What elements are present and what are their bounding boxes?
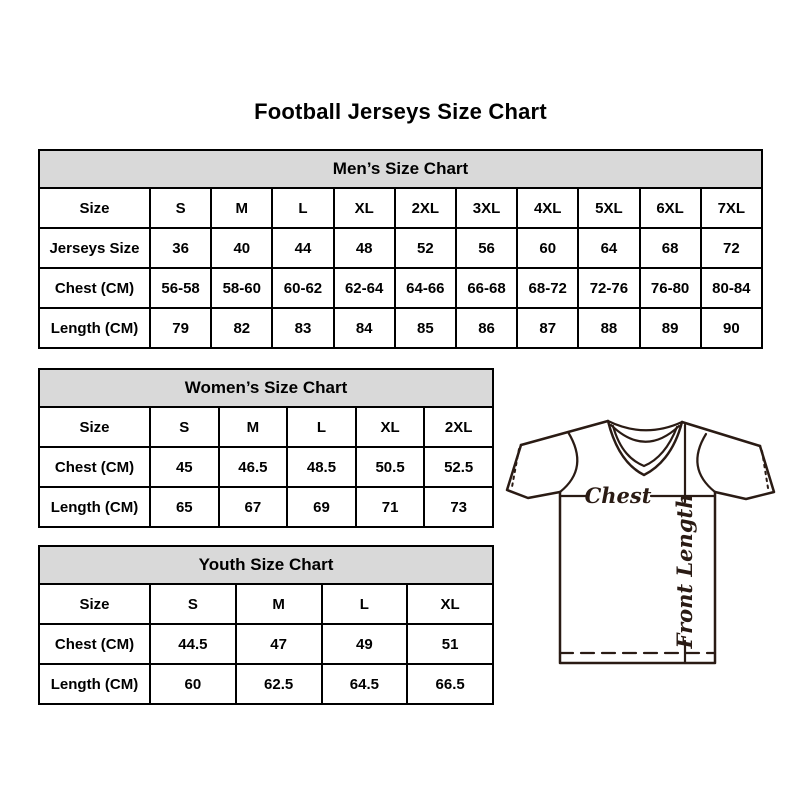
value-cell: M <box>219 407 288 447</box>
chest-label: Chest <box>584 483 652 508</box>
value-cell: 83 <box>272 308 333 348</box>
value-cell: 73 <box>424 487 493 527</box>
row-label-cell: Chest (CM) <box>39 268 150 308</box>
row-label-cell: Chest (CM) <box>39 624 150 664</box>
value-cell: 71 <box>356 487 425 527</box>
table-row <box>39 624 493 664</box>
row-label-cell: Size <box>39 188 150 228</box>
value-cell: 82 <box>211 308 272 348</box>
womens-size-table <box>38 368 494 528</box>
value-cell: 85 <box>395 308 456 348</box>
value-cell: 72-76 <box>578 268 639 308</box>
value-cell: 64-66 <box>395 268 456 308</box>
value-cell: L <box>272 188 333 228</box>
value-cell: 7XL <box>701 188 762 228</box>
row-label-cell: Chest (CM) <box>39 447 150 487</box>
value-cell: 6XL <box>640 188 701 228</box>
table-row <box>39 487 493 527</box>
value-cell: 5XL <box>578 188 639 228</box>
mens-table-header-row <box>39 150 762 188</box>
value-cell: 52 <box>395 228 456 268</box>
value-cell: 58-60 <box>211 268 272 308</box>
value-cell: XL <box>407 584 493 624</box>
youth-table-header-row <box>39 546 493 584</box>
value-cell: 79 <box>150 308 211 348</box>
value-cell: 86 <box>456 308 517 348</box>
value-cell: 84 <box>334 308 395 348</box>
jersey-left-shoulder <box>521 421 608 445</box>
table-row <box>39 664 493 704</box>
front-length-label: Front Length <box>672 493 697 649</box>
value-cell: 52.5 <box>424 447 493 487</box>
jersey-right-seam <box>697 434 715 492</box>
table-row <box>39 228 762 268</box>
value-cell: L <box>322 584 408 624</box>
value-cell: 56 <box>456 228 517 268</box>
table-row <box>39 268 762 308</box>
value-cell: 4XL <box>517 188 578 228</box>
value-cell: 88 <box>578 308 639 348</box>
value-cell: 76-80 <box>640 268 701 308</box>
value-cell: 46.5 <box>219 447 288 487</box>
value-cell: 3XL <box>456 188 517 228</box>
value-cell: 65 <box>150 487 219 527</box>
value-cell: 47 <box>236 624 322 664</box>
value-cell: 2XL <box>395 188 456 228</box>
value-cell: 80-84 <box>701 268 762 308</box>
value-cell: 56-58 <box>150 268 211 308</box>
value-cell: 68-72 <box>517 268 578 308</box>
value-cell: 68 <box>640 228 701 268</box>
womens-table-header-row <box>39 369 493 407</box>
value-cell: 2XL <box>424 407 493 447</box>
jersey-left-seam <box>560 432 577 492</box>
value-cell: M <box>236 584 322 624</box>
table-row <box>39 188 762 228</box>
value-cell: L <box>287 407 356 447</box>
value-cell: 44 <box>272 228 333 268</box>
value-cell: 89 <box>640 308 701 348</box>
value-cell: 36 <box>150 228 211 268</box>
value-cell: 64.5 <box>322 664 408 704</box>
jersey-collar-v-inner <box>613 426 677 466</box>
row-label-cell: Size <box>39 584 150 624</box>
value-cell: XL <box>334 188 395 228</box>
table-row <box>39 584 493 624</box>
value-cell: 49 <box>322 624 408 664</box>
womens-table-title: Women’s Size Chart <box>39 369 493 407</box>
value-cell: 48 <box>334 228 395 268</box>
value-cell: 62-64 <box>334 268 395 308</box>
value-cell: 44.5 <box>150 624 236 664</box>
row-label-cell: Size <box>39 407 150 447</box>
value-cell: M <box>211 188 272 228</box>
jersey-outline <box>507 421 774 663</box>
value-cell: 72 <box>701 228 762 268</box>
youth-table-title: Youth Size Chart <box>39 546 493 584</box>
value-cell: 50.5 <box>356 447 425 487</box>
table-row <box>39 447 493 487</box>
jersey-collar-back <box>608 421 682 430</box>
row-label-cell: Length (CM) <box>39 487 150 527</box>
value-cell: 69 <box>287 487 356 527</box>
table-row <box>39 308 762 348</box>
row-label-cell: Length (CM) <box>39 664 150 704</box>
row-label-cell: Length (CM) <box>39 308 150 348</box>
row-label-cell: Jerseys Size <box>39 228 150 268</box>
value-cell: 45 <box>150 447 219 487</box>
value-cell: S <box>150 407 219 447</box>
value-cell: XL <box>356 407 425 447</box>
value-cell: S <box>150 188 211 228</box>
value-cell: 60-62 <box>272 268 333 308</box>
page-title: Football Jerseys Size Chart <box>254 99 547 124</box>
value-cell: 66.5 <box>407 664 493 704</box>
mens-table-title: Men’s Size Chart <box>39 150 762 188</box>
table-row <box>39 407 493 447</box>
value-cell: S <box>150 584 236 624</box>
value-cell: 90 <box>701 308 762 348</box>
value-cell: 62.5 <box>236 664 322 704</box>
jersey-collar-v-outer <box>608 421 682 475</box>
value-cell: 87 <box>517 308 578 348</box>
jersey-right-shoulder <box>682 422 760 446</box>
jersey-measurement-diagram <box>502 398 782 693</box>
value-cell: 40 <box>211 228 272 268</box>
value-cell: 67 <box>219 487 288 527</box>
youth-size-table <box>38 545 494 705</box>
value-cell: 60 <box>517 228 578 268</box>
value-cell: 64 <box>578 228 639 268</box>
value-cell: 66-68 <box>456 268 517 308</box>
value-cell: 60 <box>150 664 236 704</box>
mens-size-table <box>38 149 763 349</box>
value-cell: 48.5 <box>287 447 356 487</box>
value-cell: 51 <box>407 624 493 664</box>
